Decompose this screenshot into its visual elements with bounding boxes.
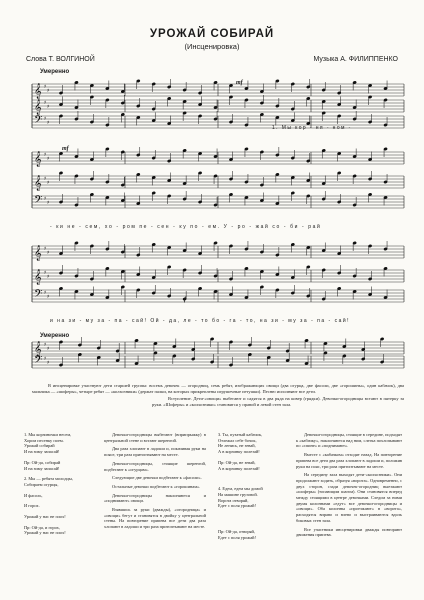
bass-clef: 𝄢 — [34, 288, 43, 303]
verse-line: А в корзинку полезай! — [218, 465, 260, 471]
verse-line: Урожай собирай — [24, 443, 55, 449]
stage-direction: Остальные девочки подбегают к «горошинам». — [112, 483, 201, 489]
song-subtitle: (Инсценировка) — [184, 42, 240, 51]
verse-line: И фасоль, — [24, 492, 43, 498]
sharp-sign: ♯ — [44, 270, 47, 276]
verse-line: А в корзинку полезай! — [218, 449, 260, 455]
stage-direction: Девочки-огородницы, стоящие в середине, подходят к «кабачку», наклоняются над ним, слегка похлопывают по «спине» и «поднимают». — [296, 432, 402, 449]
verse-line: 1. Мы корзиночки несем, — [24, 432, 72, 437]
stage-direction: Девочки-огородницы выбегают (вприпрыжку) в центральной стене и встают шеренгой. — [104, 432, 206, 443]
lyrics-line: - ки не - сем, хо - ром пе - сен - ку по - ем. У - ро - жай со - би - рай — [50, 224, 322, 230]
verse-column-2 — [218, 432, 290, 540]
verse-line: Пр: Ой-да, и горох, — [24, 524, 60, 530]
treble-clef: 𝄞 — [34, 270, 42, 285]
sharp-sign: ♯ — [44, 100, 47, 106]
dynamic-mark: mf — [62, 146, 69, 152]
verse-line: 2. Мы — ребята молодцы, — [24, 476, 73, 482]
sharp-sign: ♯ — [47, 274, 50, 280]
sharp-sign: ♯ — [47, 200, 50, 206]
sharp-sign: ♯ — [47, 360, 50, 366]
verse-line: На машине грузовой. — [218, 491, 258, 497]
stage-directions-column-2 — [296, 432, 402, 541]
stage-direction: Девочки-огородницы наклоняются и «поднимают» овощи. — [104, 492, 206, 504]
intro-paragraph: В инсценировке участвуют дети старшей группы: восемь девочек — огородниц, семь ребят, изображающих овощи (два огурца, две фасоли, две «горошины», один кабачок), два мальчика — «шоферы», четыре ребят — «колхозники» (держат палки, на которых прикреплены игрушечные петушки). Песню исполняют все дети. — [32, 383, 404, 394]
composer-credit: Музыка А. ФИЛИППЕНКО — [313, 56, 398, 63]
sharp-sign: ♯ — [47, 250, 50, 256]
sharp-sign: ♯ — [44, 152, 47, 158]
sharp-sign: ♯ — [44, 356, 47, 362]
staging-intro — [32, 383, 404, 408]
stage-direction: Взявшись за руки (дважды), «огородница» и «овощи» бегут и становятся в двойку у центральной стены. На повторение припева все дети два раза хлопают в ладоши и три раза притоптывают на месте. — [104, 507, 206, 530]
treble-clef: 𝄞 — [34, 152, 42, 167]
stage-direction: Все участники инсценировки дважды повторяют движения припева. — [296, 526, 402, 538]
treble-clef: 𝄞 — [34, 100, 42, 115]
verse-line: Не ленись, не зевай, — [218, 443, 256, 449]
verse-line: И на зиму запасай! — [24, 465, 60, 471]
verse-line: Урожай у нас не плох! — [24, 514, 66, 520]
verse-line: И горох. — [24, 503, 40, 509]
treble-clef: 𝄞 — [34, 84, 42, 99]
treble-clef: 𝄞 — [34, 246, 42, 261]
sharp-sign: ♯ — [44, 84, 47, 90]
stage-direction: На середину зала выходят дети-«колхозники». Они продолжают ходить, образуя «ворота». Одновременно, с двух сторон, сзади девочек-огородниц выезжают «шоферы» (топающим шагом). Они становятся вперед между стоящими в центре девочками. Следом за ними двумя колоннами «едут» все девочки-огородницы и «овощи». Оба колонны «проезжают» в «ворота», расходятся вправо и влево и выстраиваются вдоль боковых стен зала. — [296, 472, 402, 523]
sharp-sign: ♯ — [47, 156, 50, 162]
dynamic-mark: mf — [236, 80, 243, 86]
sharp-sign: ♯ — [44, 116, 47, 122]
tempo-marking: Умеренно — [40, 69, 70, 75]
stage-direction: Девочки-огородницы, стоящие шеренгой, подбегают к «огурцам». — [104, 460, 206, 472]
stage-direction: Следующие две девочки подбегают к «фасоли». — [112, 475, 202, 481]
treble-clef: 𝄞 — [34, 342, 42, 357]
sharp-sign: ♯ — [47, 120, 50, 126]
verse-line: Пр: Ой-да, собирай — [24, 459, 61, 465]
sharp-sign: ♯ — [44, 196, 47, 202]
sharp-sign: ♯ — [47, 346, 50, 352]
verse-line: Ворота отворяй, — [218, 497, 249, 503]
verse-line: 4. Едем, едем мы домой — [218, 486, 263, 492]
treble-clef: 𝄞 — [34, 176, 42, 191]
stage-direction: Вместе с «кабачком» отходят назад. На повторение припева все дети два раза хлопают в ладоши и, положив руки на пояс, три раза притоптывают на месте. — [296, 452, 402, 469]
sharp-sign: ♯ — [47, 180, 50, 186]
verse-line: Урожай у нас не плох! — [24, 530, 66, 536]
dynamic-mark: f — [184, 297, 186, 303]
verse-line: Пр: Ой-да, не зевай, — [218, 459, 256, 465]
sharp-sign: ♯ — [44, 342, 47, 348]
verse-line: Собираем огурцы, — [24, 481, 59, 487]
sharp-sign: ♯ — [44, 176, 47, 182]
lyricist-credit: Слова Т. ВОЛГИНОЙ — [26, 56, 95, 63]
verse-line: Отлежал себе бочок, — [218, 437, 257, 443]
lyrics-line: и на зи - му за - па - сай! Ой - да, ле - то бо - га - то, на зи - му за - па - сай! — [50, 318, 351, 324]
sharp-sign: ♯ — [47, 88, 50, 94]
sharp-sign: ♯ — [47, 294, 50, 300]
verse-line: И на зиму запасай! — [24, 449, 60, 455]
verse-line: Хором песенку поем. — [24, 437, 64, 443]
stage-directions-column-1 — [104, 432, 206, 533]
song-title: УРОЖАЙ СОБИРАЙ — [149, 28, 275, 40]
stage-direction: Два раза хлопают в ладоши и, покачивая руки на поясе, три раза притоптывают на месте. — [104, 446, 206, 458]
sharp-sign: ♯ — [47, 104, 50, 110]
verse-line: 3. Ты, пузатый кабачок, — [218, 432, 263, 437]
verse-line: Пр: Ой-да, отворяй, — [218, 529, 256, 535]
lyrics-line: 1. Мы кор - ня - ном - — [272, 125, 352, 131]
verse-line: Едет с поля урожай! — [218, 503, 256, 509]
intro-paragraph: Вступление. Дети-«овощи» выбегают и садятся в два ряда на ковер (грядки). Девочки-огородницы встают в пятерку за руки. «Шоферы» и «колхозники» становятся у правой и левой стен зала. — [152, 396, 404, 408]
tempo-marking: Умеренно — [40, 333, 70, 339]
verse-column-1 — [24, 432, 94, 536]
bass-clef: 𝄢 — [34, 354, 43, 369]
sharp-sign: ♯ — [44, 246, 47, 252]
verse-line: Едет с поля урожай! — [218, 534, 256, 540]
sharp-sign: ♯ — [44, 290, 47, 296]
bass-clef: 𝄢 — [34, 194, 43, 209]
bass-clef: 𝄢 — [34, 114, 43, 129]
